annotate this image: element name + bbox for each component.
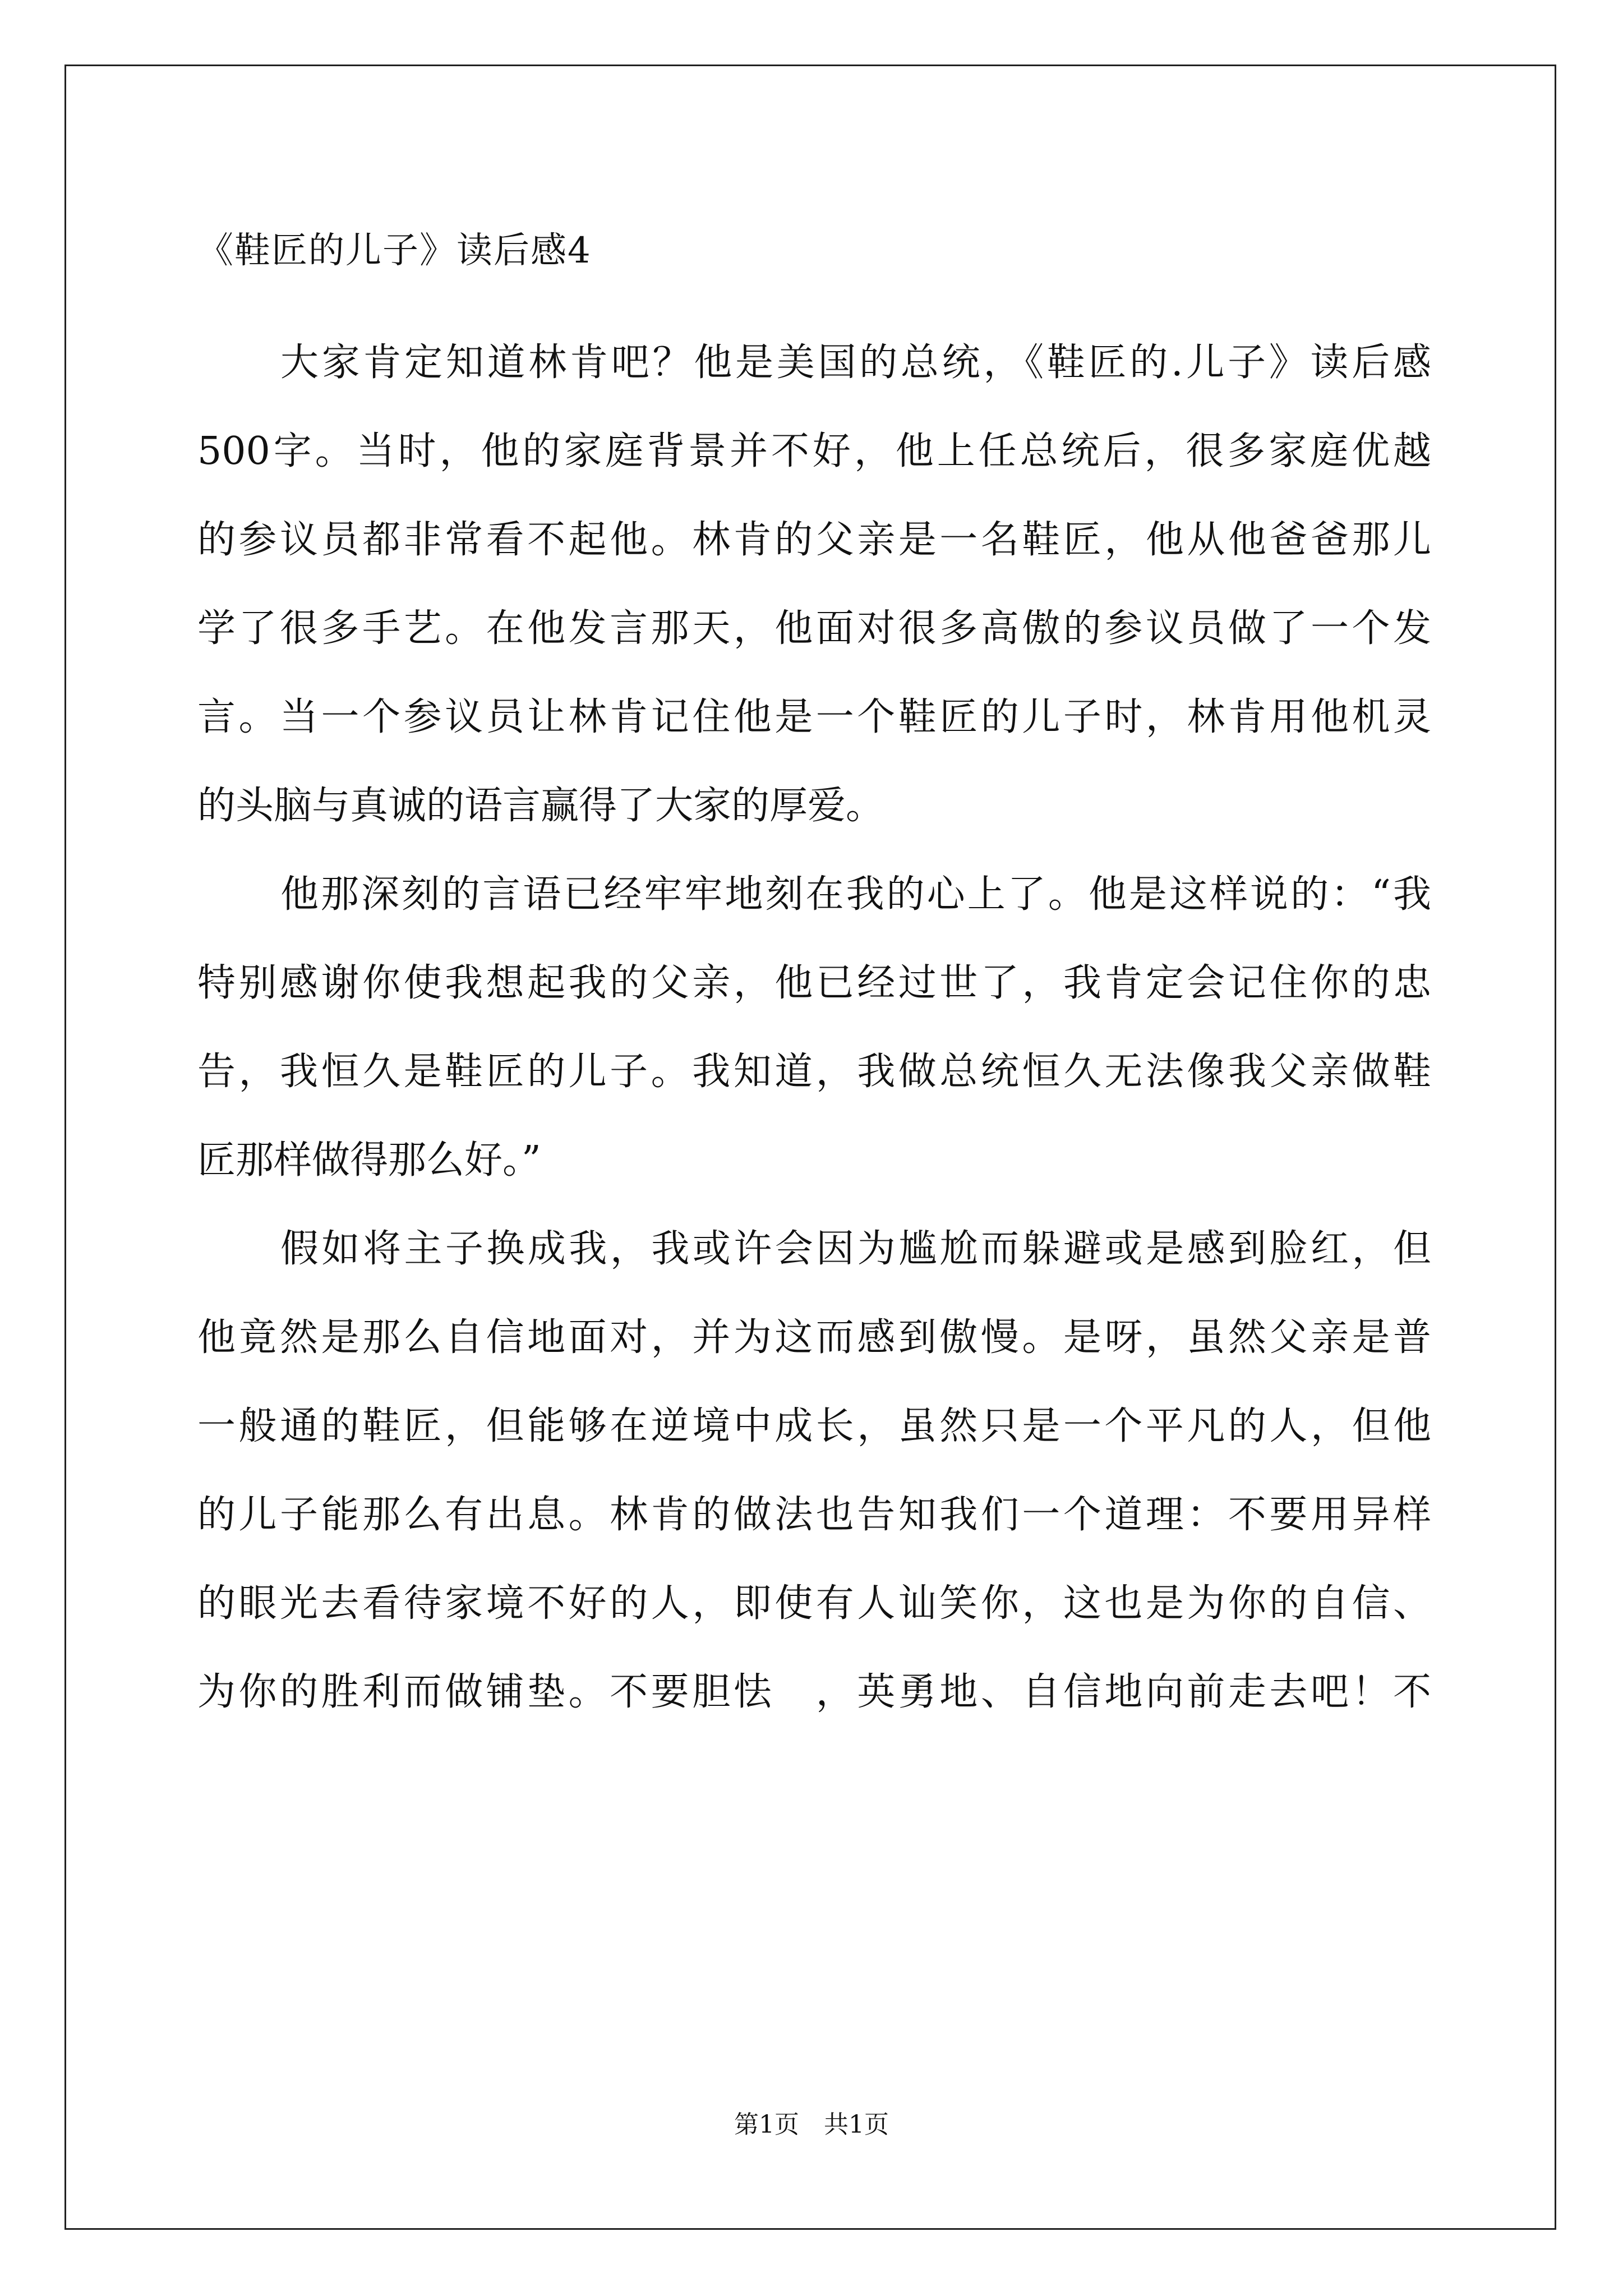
paragraph-3-line-1: 假如将主子换成我，我或许会因为尴尬而躲避或是感到脸红，但	[280, 1227, 1431, 1271]
paragraph-3-line-3: 一般通的鞋匠，但能够在逆境中成长，虽然只是一个平凡的人，但他	[197, 1404, 1431, 1448]
paragraph-2-line-2: 特别感谢你使我想起我的父亲，他已经过世了，我肯定会记住你的忠	[197, 961, 1431, 1005]
paragraph-1-line-1: 大家肯定知道林肯吧？他是美国的总统，《鞋匠的.儿子》读后感	[280, 341, 1431, 385]
paragraph-2-line-4: 匠那样做得那么好。”	[197, 1138, 541, 1182]
paragraph-2-line-3: 告，我恒久是鞋匠的儿子。我知道，我做总统恒久无法像我父亲做鞋	[197, 1050, 1431, 1094]
paragraph-2-line-1: 他那深刻的言语已经牢牢地刻在我的心上了。他是这样说的：“我	[280, 872, 1431, 917]
paragraph-1-line-3: 的参议员都非常看不起他。林肯的父亲是一名鞋匠，他从他爸爸那儿	[197, 518, 1431, 562]
page-footer: 第1页 共1页	[734, 2110, 889, 2139]
paragraph-3-line-5: 的眼光去看待家境不好的人，即使有人讪笑你，这也是为你的自信、	[197, 1581, 1431, 1626]
paragraph-1-line-5: 言。当一个参议员让林肯记住他是一个鞋匠的儿子时，林肯用他机灵	[197, 695, 1431, 739]
document-title: 《鞋匠的儿子》读后感4	[197, 230, 592, 272]
paragraph-1-line-6: 的头脑与真诚的语言赢得了大家的厚爱。	[197, 784, 884, 828]
paragraph-3-line-4: 的儿子能那么有出息。林肯的做法也告知我们一个道理：不要用异样	[197, 1493, 1431, 1537]
paragraph-3-line-6: 为你的胜利而做铺垫。不要胆怯 ，英勇地、自信地向前走去吧！不	[197, 1670, 1431, 1714]
paragraph-1-line-2: 500字。当时，他的家庭背景并不好，他上任总统后，很多家庭优越	[197, 429, 1431, 473]
paragraph-3-line-2: 他竟然是那么自信地面对，并为这而感到傲慢。是呀，虽然父亲是普	[197, 1315, 1431, 1360]
paragraph-1-line-4: 学了很多手艺。在他发言那天，他面对很多高傲的参议员做了一个发	[197, 606, 1431, 651]
